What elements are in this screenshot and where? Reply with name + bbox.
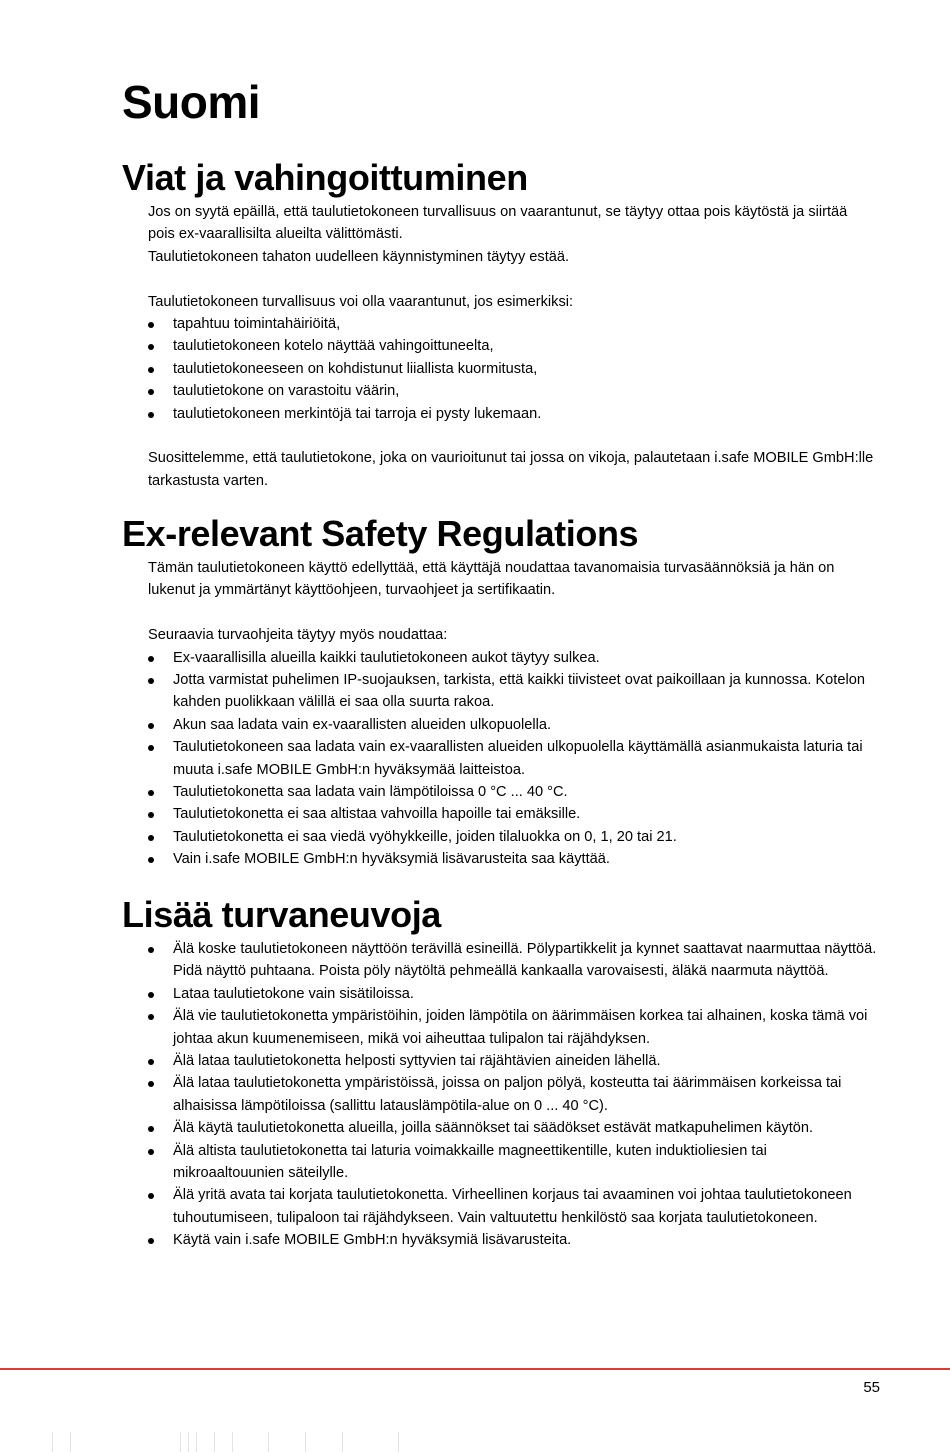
- page-number: 55: [863, 1379, 880, 1396]
- list-item: Taulutietokonetta saa ladata vain lämpötiloissa 0 °C ... 40 °C.: [148, 781, 878, 803]
- list-item: taulutietokoneen kotelo näyttää vahingoittuneelta,: [148, 335, 878, 357]
- list-intro: Seuraavia turvaohjeita täytyy myös noudattaa:: [148, 627, 448, 644]
- list-intro: Taulutietokoneen turvallisuus voi olla vaarantunut, jos esimerkiksi:: [148, 293, 574, 310]
- list-item: Taulutietokoneen saa ladata vain ex-vaarallisten alueiden ulkopuolella käyttämällä asianmukaista laturia tai muuta i.safe MOBILE GmbH:n hyväksymää laitteistoa.: [148, 736, 878, 781]
- bullet-list: [148, 647, 878, 871]
- section-heading-faults: Viat ja vahingoittuminen: [122, 157, 528, 198]
- list-item: Vain i.safe MOBILE GmbH:n hyväksymiä lisävarusteita saa käyttää.: [148, 848, 878, 870]
- list-item: Käytä vain i.safe MOBILE GmbH:n hyväksymiä lisävarusteita.: [148, 1229, 878, 1251]
- list-item: Jotta varmistat puhelimen IP-suojauksen, tarkista, että kaikki tiivisteet ovat paikoillaan ja kunnossa. Kotelon kahden puolikkaan välillä ei saa olla suurta rakoa.: [148, 669, 878, 714]
- section-body-ex-regulations: [148, 557, 878, 871]
- list-item: Älä koske taulutietokoneen näyttöön terävillä esineillä. Pölypartikkelit ja kynnet saattavat naarmuttaa näyttöä. Pidä näyttö puhtaana. Poista pöly näytöltä pehmeällä kankaalla varovaisesti, äläkä naarmuta näyttöä.: [148, 938, 878, 983]
- list-item: Lataa taulutietokone vain sisätiloissa.: [148, 983, 878, 1005]
- list-item: tapahtuu toimintahäiriöitä,: [148, 313, 878, 335]
- section-heading-ex-regulations: Ex-relevant Safety Regulations: [122, 513, 639, 554]
- paragraph: Taulutietokoneen tahaton uudelleen käynnistyminen täytyy estää.: [148, 248, 570, 265]
- list-item: Älä käytä taulutietokonetta alueilla, joilla säännökset tai säädökset estävät matkapuhelimen käytön.: [148, 1117, 878, 1139]
- paragraph: Jos on syytä epäillä, että taulutietokoneen turvallisuus on vaarantunut, se täytyy ottaa pois käytöstä ja siirtää pois ex-vaarallisilta alueilta välittömästi.: [148, 204, 848, 243]
- footer-rule: [0, 1368, 950, 1370]
- section-heading-safety-tips: Lisää turvaneuvoja: [122, 894, 441, 935]
- list-item: taulutietokone on varastoitu väärin,: [148, 380, 878, 402]
- paragraph: Suosittelemme, että taulutietokone, joka on vaurioitunut tai jossa on vikoja, palautetaan i.safe MOBILE GmbH:lle tarkastusta varten.: [148, 450, 874, 489]
- bullet-list: [148, 938, 878, 1252]
- list-item: Älä lataa taulutietokonetta ympäristöissä, joissa on paljon pölyä, kosteutta tai äärimmäisen korkeissa tai alhaisissa lämpötiloissa (sallittu latauslämpötila-alue on 0 ... 40 °C).: [148, 1072, 878, 1117]
- paragraph: Tämän taulutietokoneen käyttö edellyttää, että käyttäjä noudattaa tavanomaisia turvasäännöksiä ja hän on lukenut ja ymmärtänyt käyttöohjeen, turvaohjeet ja sertifikaatin.: [148, 560, 835, 599]
- section-body-faults: [148, 201, 878, 492]
- list-item: Akun saa ladata vain ex-vaarallisten alueiden ulkopuolella.: [148, 714, 878, 736]
- list-item: Älä altista taulutietokonetta tai laturia voimakkaille magneettikentille, kuten induktioliesien tai mikroaaltouunien säteilylle.: [148, 1140, 878, 1185]
- list-item: Älä yritä avata tai korjata taulutietokonetta. Virheellinen korjaus tai avaaminen voi johtaa taulutietokoneen tuhoutumiseen, tulipaloon tai räjähdykseen. Vain valtuutettu henkilöstö saa korjata taulutietokoneen.: [148, 1184, 878, 1229]
- list-item: taulutietokoneen merkintöjä tai tarroja ei pysty lukemaan.: [148, 403, 878, 425]
- list-item: Taulutietokonetta ei saa altistaa vahvoilla hapoille tai emäksille.: [148, 803, 878, 825]
- list-item: Ex-vaarallisilla alueilla kaikki taulutietokoneen aukot täytyy sulkea.: [148, 647, 878, 669]
- list-item: taulutietokoneeseen on kohdistunut liiallista kuormitusta,: [148, 358, 878, 380]
- footer-decoration: [0, 1432, 950, 1452]
- bullet-list: [148, 313, 878, 425]
- section-body-safety-tips: [148, 938, 878, 1252]
- page-title: Suomi: [122, 76, 261, 128]
- list-item: Taulutietokonetta ei saa viedä vyöhykkeille, joiden tilaluokka on 0, 1, 20 tai 21.: [148, 826, 878, 848]
- list-item: Älä lataa taulutietokonetta helposti syttyvien tai räjähtävien aineiden lähellä.: [148, 1050, 878, 1072]
- list-item: Älä vie taulutietokonetta ympäristöihin, joiden lämpötila on äärimmäisen korkea tai alhainen, koska tämä voi johtaa akun kuumenemiseen, mikä voi aiheuttaa tulipalon tai räjähdyksen.: [148, 1005, 878, 1050]
